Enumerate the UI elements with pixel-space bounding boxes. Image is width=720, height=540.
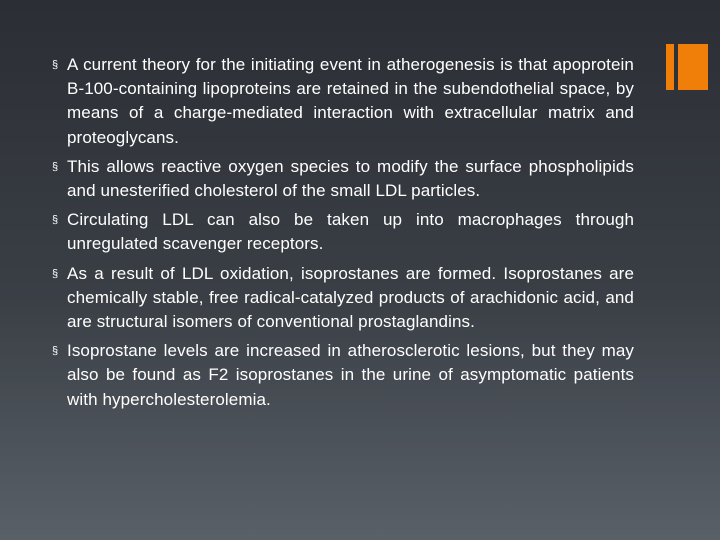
accent-bar-left — [666, 44, 674, 90]
bullet-item — [52, 262, 634, 335]
bullet-marker-icon: § — [52, 345, 59, 358]
accent-bar-right — [678, 44, 708, 90]
bullet-text: Isoprostane levels are increased in atherosclerotic lesions, but they may also be found as F2 isoprostanes in the urine of asymptomatic patients with hypercholesterolemia. — [67, 341, 634, 409]
bullet-text: This allows reactive oxygen species to modify the surface phospholipids and unesterified cholesterol of the small LDL particles. — [67, 156, 634, 201]
bullet-text: As a result of LDL oxidation, isoprostanes are formed. Isoprostanes are chemically stable, free radical-catalyzed products of arachidonic acid, and are structural isomers of conventional prostaglandins. — [67, 263, 634, 332]
bullet-text: Circulating LDL can also be taken up into macrophages through unregulated scavenger receptors. — [67, 210, 634, 254]
bullet-item — [52, 339, 634, 412]
slide-body — [52, 53, 634, 417]
bullet-marker-icon: § — [52, 160, 59, 173]
bullet-marker-icon: § — [52, 59, 59, 71]
bullet-marker-icon: § — [52, 267, 59, 280]
bullet-marker-icon: § — [52, 214, 59, 227]
bullet-item — [52, 53, 634, 150]
bullet-item — [52, 208, 634, 256]
bullet-item — [52, 155, 634, 203]
bullet-text: A current theory for the initiating event in atherogenesis is that apoprotein B-100-containing lipoproteins are retained in the subendothelial space, by means of a charge-mediated interaction with extracellular matrix and proteoglycans. — [67, 55, 634, 147]
